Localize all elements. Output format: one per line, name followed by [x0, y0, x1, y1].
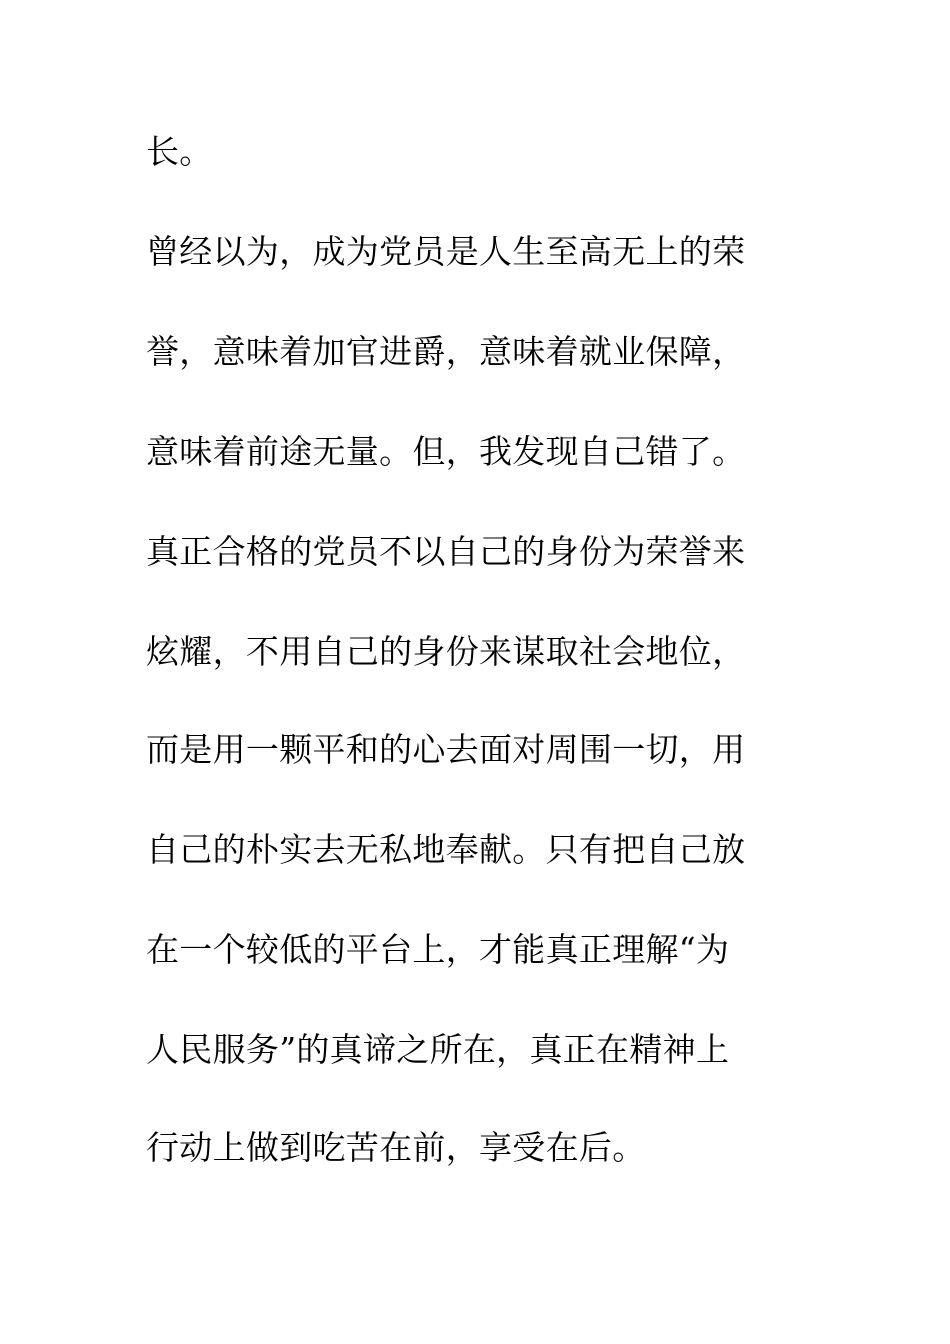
- text-line: 长。: [146, 132, 213, 171]
- text-line: 誉，意味着加官进爵，意味着就业保障，: [146, 332, 746, 371]
- text-line: 行动上做到吃苦在前，享受在后。: [146, 1128, 646, 1167]
- text-line: 炫耀，不用自己的身份来谋取社会地位，: [146, 632, 746, 671]
- text-line: 自己的朴实去无私地奉献。只有把自己放: [146, 830, 746, 869]
- text-line: 在一个较低的平台上，才能真正理解“为: [146, 930, 730, 969]
- text-line: 真正合格的党员不以自己的身份为荣誉来: [146, 532, 746, 571]
- text-line: 而是用一颗平和的心去面对周围一切，用: [146, 730, 746, 769]
- text-line: 人民服务”的真谛之所在，真正在精神上: [146, 1030, 730, 1069]
- text-line: 意味着前途无量。但，我发现自己错了。: [146, 432, 746, 471]
- text-line: 曾经以为，成为党员是人生至高无上的荣: [146, 232, 746, 271]
